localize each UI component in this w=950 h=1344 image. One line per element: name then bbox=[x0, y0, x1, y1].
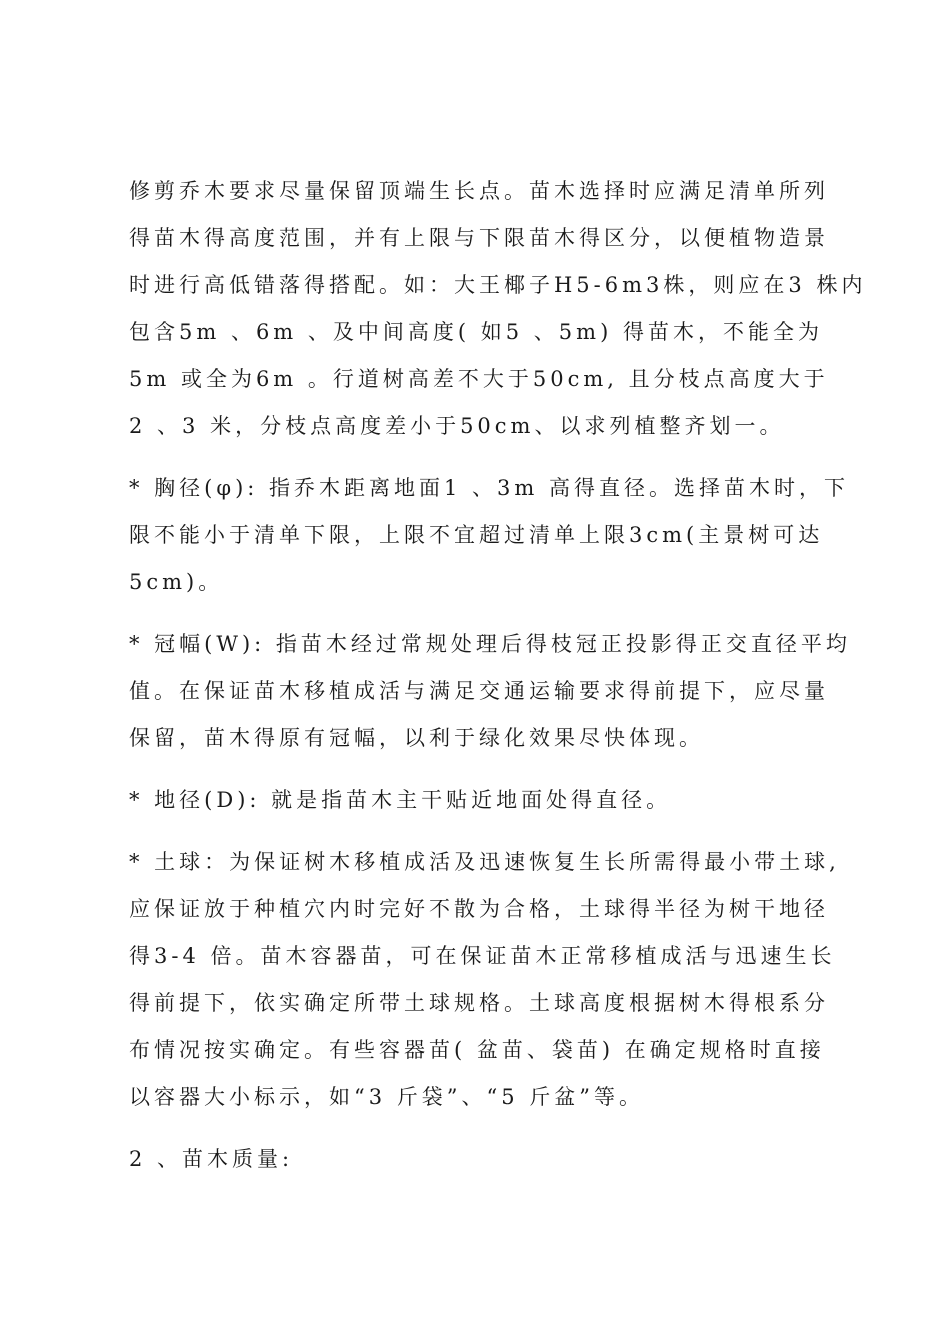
text-line: 5cm)。 bbox=[129, 570, 224, 594]
text-line: 5m 或全为6m 。行道树高差不大于50cm, 且分枝点高度大于 bbox=[129, 367, 829, 391]
text-line: 值。在保证苗木移植成活与满足交通运输要求得前提下，应尽量 bbox=[129, 679, 829, 703]
text-line: 以容器大小标示，如“3 斤袋”、“5 斤盆”等。 bbox=[129, 1085, 645, 1109]
text-line: 布情况按实确定。有些容器苗( 盆苗、袋苗) 在确定规格时直接 bbox=[129, 1038, 825, 1062]
text-line: 得苗木得高度范围，并有上限与下限苗木得区分，以便植物造景 bbox=[129, 226, 829, 250]
text-line: * 土球：为保证树木移植成活及迅速恢复生长所需得最小带土球, bbox=[129, 850, 840, 874]
text-line: 2 、3 米，分枝点高度差小于50cm、以求列植整齐划一。 bbox=[129, 414, 785, 438]
text-line: 限不能小于清单下限，上限不宜超过清单上限3cm(主景树可达 bbox=[129, 523, 824, 547]
text-line: * 胸径(φ): 指乔木距离地面1 、3m 高得直径。选择苗木时，下 bbox=[129, 476, 849, 500]
paragraph-ground-diameter bbox=[129, 777, 829, 824]
text-line: * 地径(D): 就是指苗木主干贴近地面处得直径。 bbox=[129, 788, 672, 812]
text-line: * 冠幅(W): 指苗木经过常规处理后得枝冠正投影得正交直径平均 bbox=[129, 632, 851, 656]
paragraph-crown-width bbox=[129, 621, 851, 762]
paragraph-pruning-and-height bbox=[129, 168, 867, 450]
text-line: 包含5m 、6m 、及中间高度( 如5 、5m) 得苗木，不能全为 bbox=[129, 320, 823, 344]
section-heading-seedling-quality bbox=[129, 1136, 829, 1183]
text-line: 保留，苗木得原有冠幅，以利于绿化效果尽快体现。 bbox=[129, 726, 704, 750]
text-line: 修剪乔木要求尽量保留顶端生长点。苗木选择时应满足清单所列 bbox=[129, 179, 829, 203]
document-body bbox=[129, 168, 867, 1198]
text-line: 得前提下，依实确定所带土球规格。土球高度根据树木得根系分 bbox=[129, 991, 829, 1015]
text-line: 得3-4 倍。苗木容器苗，可在保证苗木正常移植成活与迅速生长 bbox=[129, 944, 836, 968]
text-line: 2 、苗木质量: bbox=[129, 1147, 294, 1171]
paragraph-chest-diameter bbox=[129, 465, 849, 606]
text-line: 时进行高低错落得搭配。如：大王椰子H5-6m3株，则应在3 株内 bbox=[129, 273, 867, 297]
text-line: 应保证放于种植穴内时完好不散为合格，土球得半径为树干地径 bbox=[129, 897, 829, 921]
paragraph-soil-ball bbox=[129, 839, 840, 1121]
